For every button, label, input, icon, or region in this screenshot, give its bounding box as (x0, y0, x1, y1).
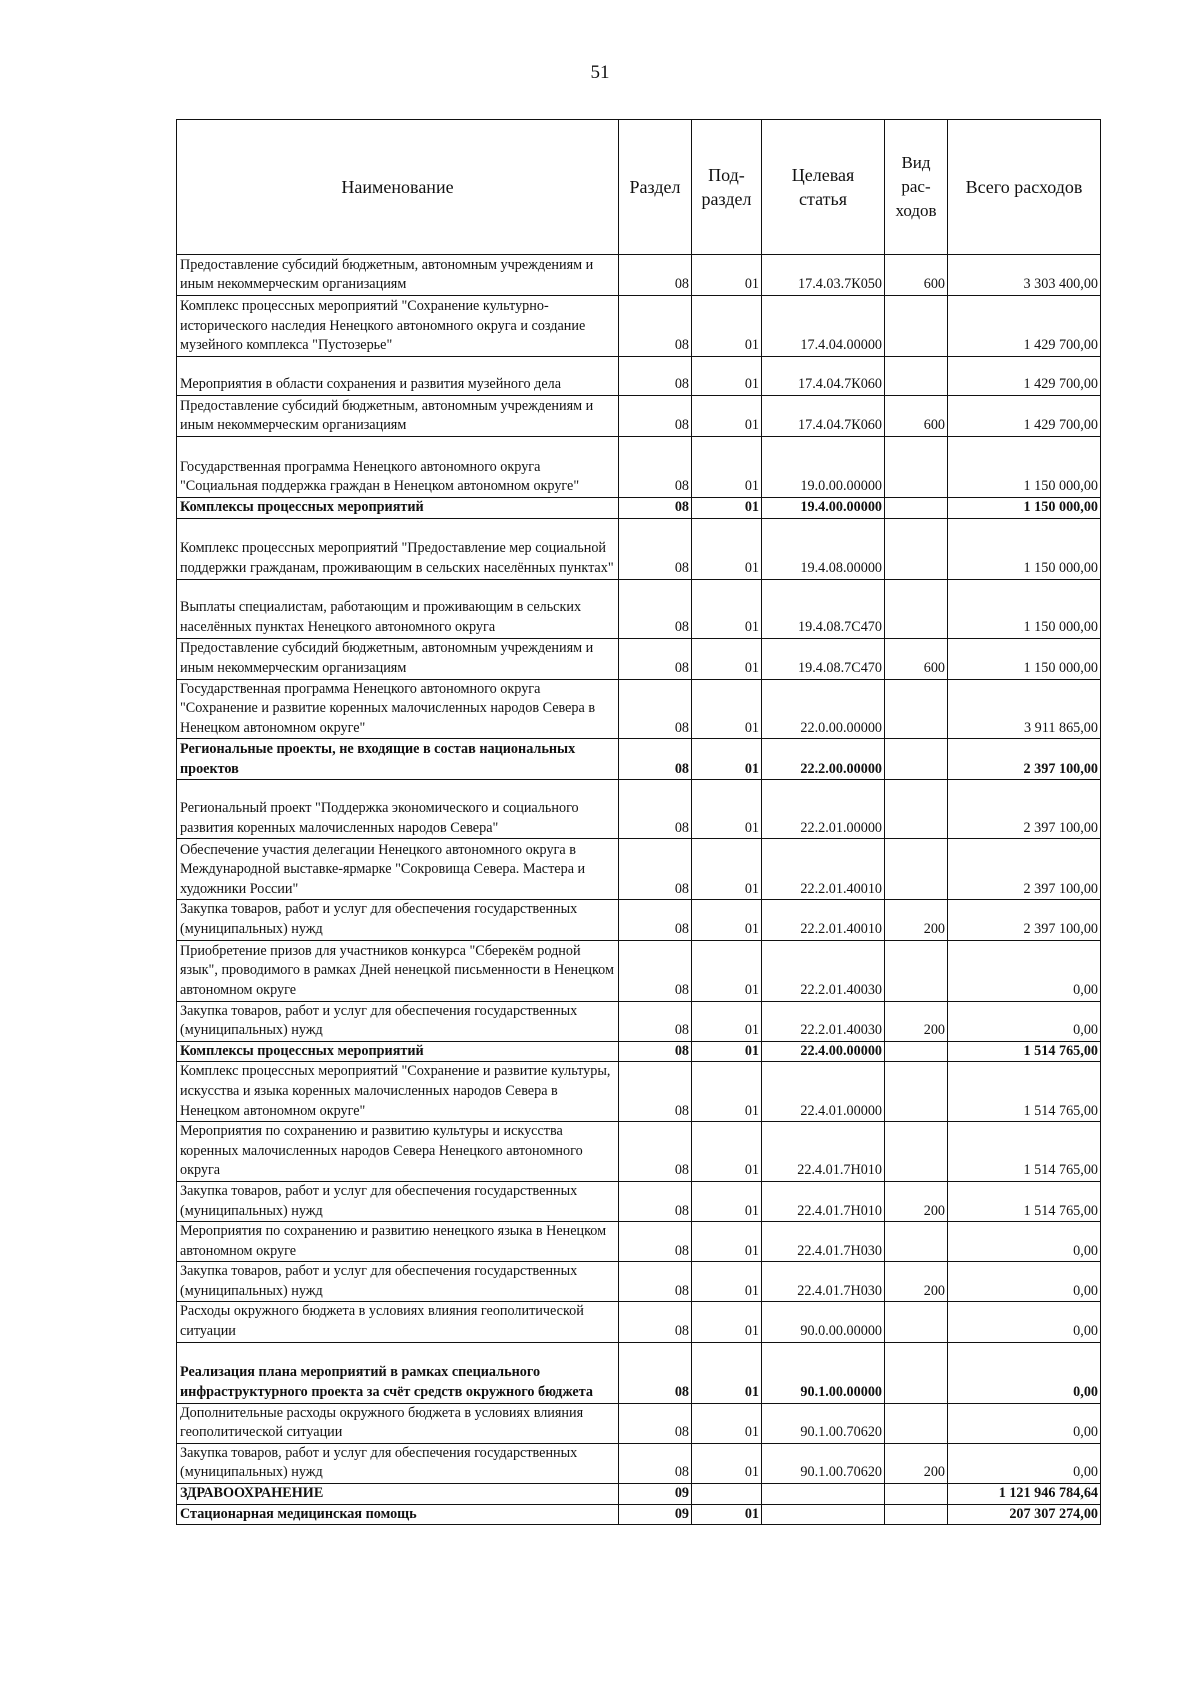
row-target: 22.2.01.40030 (762, 1001, 885, 1041)
row-name: Предоставление субсидий бюджетным, автономным учреждениям и иным некоммерческим организациям (177, 255, 619, 296)
row-section: 08 (619, 579, 692, 638)
row-subsection: 01 (692, 1262, 762, 1302)
table-row (177, 437, 1101, 498)
row-name: Мероприятия по сохранению и развитию культуры и искусства коренных малочисленных народов Севера Ненецкого автономного округа (177, 1122, 619, 1182)
row-expense-type (885, 739, 948, 780)
row-expense-type (885, 518, 948, 579)
row-name: Приобретение призов для участников конкурса "Сберекём родной язык", проводимого в рамках Дней ненецкой письменности в Ненецком автономном округе (177, 940, 619, 1001)
table-row (177, 518, 1101, 579)
row-target: 17.4.03.7К050 (762, 255, 885, 296)
row-section: 08 (619, 255, 692, 296)
row-section: 08 (619, 1302, 692, 1342)
row-name: Предоставление субсидий бюджетным, автономным учреждениям и иным некоммерческим организациям (177, 638, 619, 679)
row-total: 2 397 100,00 (948, 839, 1101, 900)
row-name: Государственная программа Ненецкого автономного округа "Социальная поддержка граждан в Ненецком автономном округе" (177, 437, 619, 498)
row-subsection: 01 (692, 1504, 762, 1525)
row-expense-type (885, 579, 948, 638)
row-total: 2 397 100,00 (948, 900, 1101, 940)
row-subsection: 01 (692, 518, 762, 579)
row-section: 08 (619, 839, 692, 900)
row-subsection: 01 (692, 1181, 762, 1221)
row-subsection: 01 (692, 739, 762, 780)
row-name: Закупка товаров, работ и услуг для обеспечения государственных (муниципальных) нужд (177, 1001, 619, 1041)
table-row (177, 739, 1101, 780)
row-section: 08 (619, 940, 692, 1001)
row-section: 08 (619, 638, 692, 679)
row-total: 0,00 (948, 1403, 1101, 1443)
row-subsection: 01 (692, 255, 762, 296)
row-total: 0,00 (948, 1302, 1101, 1342)
row-total: 2 397 100,00 (948, 780, 1101, 839)
row-name: Закупка товаров, работ и услуг для обеспечения государственных (муниципальных) нужд (177, 1181, 619, 1221)
row-expense-type: 600 (885, 638, 948, 679)
row-subsection: 01 (692, 1443, 762, 1483)
row-subsection: 01 (692, 396, 762, 437)
table-row (177, 1122, 1101, 1182)
table-row (177, 1342, 1101, 1403)
table-row (177, 498, 1101, 519)
table-row (177, 1504, 1101, 1525)
row-subsection: 01 (692, 679, 762, 739)
row-subsection: 01 (692, 1001, 762, 1041)
row-name: Комплекс процессных мероприятий "Сохранение культурно-исторического наследия Ненецкого автономного округа и создание музейного комплекса "Пустозерье" (177, 296, 619, 357)
table-row (177, 780, 1101, 839)
table-row (177, 638, 1101, 679)
table-row (177, 1222, 1101, 1262)
row-subsection: 01 (692, 1302, 762, 1342)
row-section: 08 (619, 1342, 692, 1403)
row-section: 08 (619, 518, 692, 579)
header-name: Наименование (177, 120, 619, 255)
row-target (762, 1484, 885, 1505)
row-total: 1 150 000,00 (948, 498, 1101, 519)
row-name: Мероприятия по сохранению и развитию ненецкого языка в Ненецком автономном округе (177, 1222, 619, 1262)
row-expense-type (885, 1484, 948, 1505)
row-name: Комплексы процессных мероприятий (177, 498, 619, 519)
row-name: Дополнительные расходы окружного бюджета в условиях влияния геополитической ситуации (177, 1403, 619, 1443)
row-section: 08 (619, 739, 692, 780)
row-total: 1 150 000,00 (948, 437, 1101, 498)
table-row (177, 1262, 1101, 1302)
row-target: 22.4.00.00000 (762, 1041, 885, 1062)
row-name: ЗДРАВООХРАНЕНИЕ (177, 1484, 619, 1505)
table-row (177, 357, 1101, 396)
row-expense-type (885, 437, 948, 498)
row-section: 08 (619, 1403, 692, 1443)
row-subsection: 01 (692, 900, 762, 940)
row-total: 1 150 000,00 (948, 638, 1101, 679)
row-subsection: 01 (692, 498, 762, 519)
row-section: 09 (619, 1504, 692, 1525)
row-expense-type: 200 (885, 1262, 948, 1302)
table-row (177, 940, 1101, 1001)
table-row (177, 679, 1101, 739)
table-row (177, 1001, 1101, 1041)
table-row (177, 1484, 1101, 1505)
row-expense-type (885, 1041, 948, 1062)
header-expense-type: Вид рас- ходов (885, 120, 948, 255)
row-expense-type (885, 940, 948, 1001)
header-row (177, 120, 1101, 255)
row-expense-type (885, 1222, 948, 1262)
row-target: 22.4.01.7Н010 (762, 1181, 885, 1221)
table-row (177, 1041, 1101, 1062)
row-total: 3 911 865,00 (948, 679, 1101, 739)
row-target (762, 1504, 885, 1525)
row-total: 1 121 946 784,64 (948, 1484, 1101, 1505)
row-subsection: 01 (692, 1222, 762, 1262)
row-section: 08 (619, 1041, 692, 1062)
row-expense-type (885, 839, 948, 900)
row-expense-type (885, 1504, 948, 1525)
row-total: 0,00 (948, 1262, 1101, 1302)
row-target: 22.4.01.7Н030 (762, 1262, 885, 1302)
table-row (177, 579, 1101, 638)
row-section: 08 (619, 1122, 692, 1182)
row-total: 3 303 400,00 (948, 255, 1101, 296)
row-total: 1 429 700,00 (948, 357, 1101, 396)
table-row (177, 1443, 1101, 1483)
row-section: 08 (619, 679, 692, 739)
row-expense-type: 200 (885, 1443, 948, 1483)
row-target: 17.4.04.7К060 (762, 396, 885, 437)
row-section: 08 (619, 437, 692, 498)
row-target: 22.2.01.40010 (762, 839, 885, 900)
row-target: 22.4.01.7Н030 (762, 1222, 885, 1262)
row-name: Государственная программа Ненецкого автономного округа "Сохранение и развитие коренных малочисленных народов Севера в Ненецком автономном округе" (177, 679, 619, 739)
row-expense-type: 200 (885, 1181, 948, 1221)
row-total: 1 150 000,00 (948, 579, 1101, 638)
row-subsection: 01 (692, 296, 762, 357)
row-total: 207 307 274,00 (948, 1504, 1101, 1525)
row-name: Выплаты специалистам, работающим и проживающим в сельских населённых пунктах Ненецкого автономного округа (177, 579, 619, 638)
row-target: 22.4.01.7Н010 (762, 1122, 885, 1182)
row-section: 08 (619, 780, 692, 839)
table-row (177, 296, 1101, 357)
row-target: 22.4.01.00000 (762, 1062, 885, 1122)
table-row (177, 255, 1101, 296)
row-section: 08 (619, 1262, 692, 1302)
row-total: 0,00 (948, 1001, 1101, 1041)
row-target: 19.4.00.00000 (762, 498, 885, 519)
row-section: 08 (619, 357, 692, 396)
table-row (177, 1181, 1101, 1221)
table-row (177, 839, 1101, 900)
row-expense-type (885, 780, 948, 839)
row-total: 1 514 765,00 (948, 1122, 1101, 1182)
row-subsection: 01 (692, 1122, 762, 1182)
row-section: 08 (619, 396, 692, 437)
row-expense-type (885, 1062, 948, 1122)
row-target: 22.2.01.40030 (762, 940, 885, 1001)
row-target: 22.2.01.00000 (762, 780, 885, 839)
row-total: 1 429 700,00 (948, 396, 1101, 437)
row-subsection: 01 (692, 1041, 762, 1062)
row-total: 1 429 700,00 (948, 296, 1101, 357)
budget-table (176, 119, 1101, 1525)
table-row (177, 1302, 1101, 1342)
row-name: Реализация плана мероприятий в рамках специального инфраструктурного проекта за счёт средств окружного бюджета (177, 1342, 619, 1403)
row-expense-type (885, 498, 948, 519)
row-section: 08 (619, 900, 692, 940)
row-expense-type (885, 679, 948, 739)
row-total: 2 397 100,00 (948, 739, 1101, 780)
table-row (177, 1403, 1101, 1443)
row-target: 22.2.00.00000 (762, 739, 885, 780)
table-row (177, 900, 1101, 940)
row-target: 19.0.00.00000 (762, 437, 885, 498)
row-name: Комплекс процессных мероприятий "Предоставление мер социальной поддержки гражданам, проживающим в сельских населённых пунктах" (177, 518, 619, 579)
row-subsection: 01 (692, 839, 762, 900)
header-target: Целевая статья (762, 120, 885, 255)
row-expense-type (885, 296, 948, 357)
row-name: Региональный проект "Поддержка экономического и социального развития коренных малочисленных народов Севера" (177, 780, 619, 839)
row-section: 08 (619, 1222, 692, 1262)
row-total: 0,00 (948, 940, 1101, 1001)
page-number: 51 (590, 62, 610, 83)
row-subsection: 01 (692, 1403, 762, 1443)
row-name: Стационарная медицинская помощь (177, 1504, 619, 1525)
row-subsection: 01 (692, 579, 762, 638)
row-target: 17.4.04.7К060 (762, 357, 885, 396)
row-target: 90.0.00.00000 (762, 1302, 885, 1342)
header-subsection: Под- раздел (692, 120, 762, 255)
row-subsection: 01 (692, 357, 762, 396)
row-total: 1 150 000,00 (948, 518, 1101, 579)
row-section: 08 (619, 1443, 692, 1483)
row-name: Закупка товаров, работ и услуг для обеспечения государственных (муниципальных) нужд (177, 1443, 619, 1483)
row-target: 90.1.00.00000 (762, 1342, 885, 1403)
table-body (177, 255, 1101, 1525)
row-expense-type: 600 (885, 396, 948, 437)
row-target: 22.2.01.40010 (762, 900, 885, 940)
row-name: Комплекс процессных мероприятий "Сохранение и развитие культуры, искусства и языка коренных малочисленных народов Севера в Ненецком автономном округе" (177, 1062, 619, 1122)
row-total: 0,00 (948, 1222, 1101, 1262)
row-target: 17.4.04.00000 (762, 296, 885, 357)
row-section: 08 (619, 1001, 692, 1041)
row-subsection: 01 (692, 780, 762, 839)
row-section: 08 (619, 1062, 692, 1122)
row-name: Расходы окружного бюджета в условиях влияния геополитической ситуации (177, 1302, 619, 1342)
row-target: 19.4.08.7С470 (762, 579, 885, 638)
row-expense-type (885, 1302, 948, 1342)
row-total: 1 514 765,00 (948, 1062, 1101, 1122)
row-target: 19.4.08.00000 (762, 518, 885, 579)
row-expense-type (885, 1342, 948, 1403)
row-name: Комплексы процессных мероприятий (177, 1041, 619, 1062)
row-subsection: 01 (692, 437, 762, 498)
row-subsection: 01 (692, 940, 762, 1001)
row-section: 09 (619, 1484, 692, 1505)
row-subsection: 01 (692, 638, 762, 679)
row-name: Обеспечение участия делегации Ненецкого автономного округа в Международной выставке-ярмарке "Сокровища Севера. Мастера и художники России" (177, 839, 619, 900)
row-expense-type: 200 (885, 900, 948, 940)
row-name: Закупка товаров, работ и услуг для обеспечения государственных (муниципальных) нужд (177, 1262, 619, 1302)
row-total: 0,00 (948, 1342, 1101, 1403)
row-target: 90.1.00.70620 (762, 1443, 885, 1483)
row-expense-type (885, 1122, 948, 1182)
header-section: Раздел (619, 120, 692, 255)
table-row (177, 396, 1101, 437)
row-name: Закупка товаров, работ и услуг для обеспечения государственных (муниципальных) нужд (177, 900, 619, 940)
row-expense-type: 200 (885, 1001, 948, 1041)
row-expense-type (885, 1403, 948, 1443)
row-subsection: 01 (692, 1062, 762, 1122)
row-section: 08 (619, 498, 692, 519)
table-row (177, 1062, 1101, 1122)
row-section: 08 (619, 1181, 692, 1221)
header-total: Всего расходов (948, 120, 1101, 255)
row-subsection: 01 (692, 1342, 762, 1403)
row-total: 0,00 (948, 1443, 1101, 1483)
row-total: 1 514 765,00 (948, 1041, 1101, 1062)
row-target: 19.4.08.7С470 (762, 638, 885, 679)
row-target: 90.1.00.70620 (762, 1403, 885, 1443)
row-expense-type: 600 (885, 255, 948, 296)
row-expense-type (885, 357, 948, 396)
row-name: Региональные проекты, не входящие в состав национальных проектов (177, 739, 619, 780)
row-total: 1 514 765,00 (948, 1181, 1101, 1221)
row-section: 08 (619, 296, 692, 357)
row-subsection (692, 1484, 762, 1505)
row-name: Мероприятия в области сохранения и развития музейного дела (177, 357, 619, 396)
row-name: Предоставление субсидий бюджетным, автономным учреждениям и иным некоммерческим организациям (177, 396, 619, 437)
row-target: 22.0.00.00000 (762, 679, 885, 739)
